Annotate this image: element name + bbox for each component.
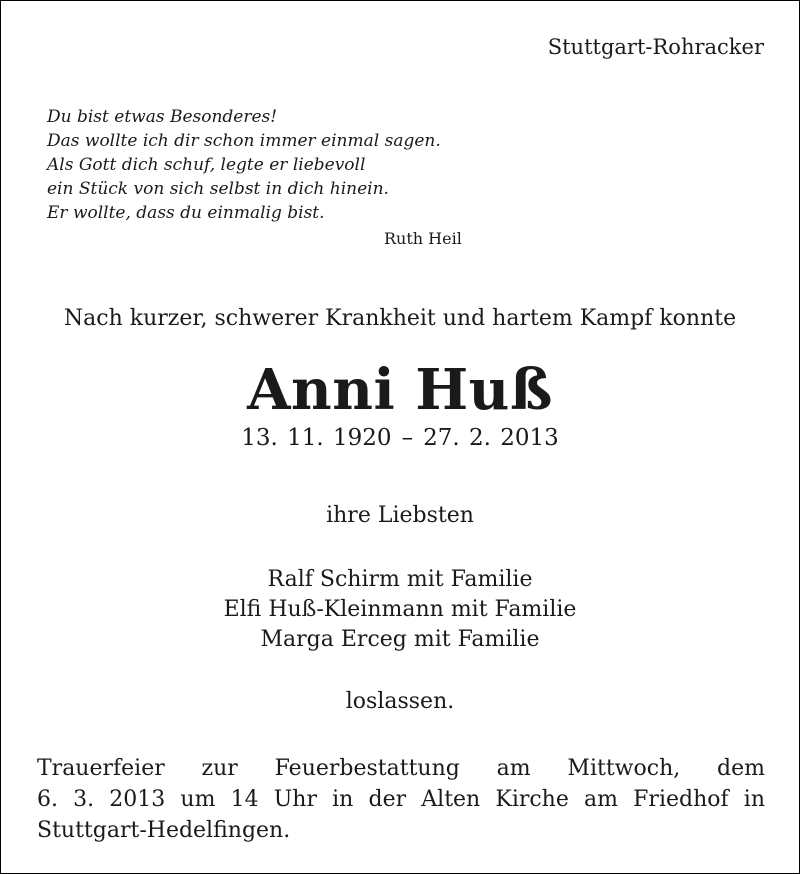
birth-date: 13. 11. 1920 <box>241 425 392 451</box>
poem-line: Du bist etwas Besonderes! <box>47 107 278 127</box>
poem-line: Das wollte ich dir schon immer einmal sagen. <box>47 131 441 151</box>
deceased-name: Anni Huß <box>247 357 553 423</box>
family-item: Elfi Huß-Kleinmann mit Familie <box>223 597 577 622</box>
poem-line: Er wollte, dass du einmalig bist. <box>47 203 325 223</box>
family-list <box>1 565 799 655</box>
life-dates <box>1 425 799 451</box>
service-line: Trauerfeier zur Feuerbestattung am Mittwoch, dem <box>37 756 765 781</box>
date-dash: – <box>401 425 414 451</box>
family-item: Ralf Schirm mit Familie <box>267 567 533 592</box>
family-item: Marga Erceg mit Familie <box>260 627 540 652</box>
intro-text: Nach kurzer, schwerer Krankheit und hartem Kampf konnte <box>63 306 737 331</box>
service-line: 6. 3. 2013 um 14 Uhr in der Alten Kirche am Friedhof in <box>37 787 765 812</box>
release-text: loslassen. <box>345 689 455 714</box>
poem-line: ein Stück von sich selbst in dich hinein. <box>47 179 389 199</box>
poem-author: Ruth Heil <box>384 229 462 248</box>
beloved-label: ihre Liebsten <box>326 503 474 528</box>
service-line: Stuttgart-Hedelfingen. <box>37 818 291 843</box>
funeral-service-info <box>37 753 765 846</box>
death-date: 27. 2. 2013 <box>423 425 559 451</box>
poem-line: Als Gott dich schuf, legte er liebevoll <box>47 155 366 175</box>
poem <box>47 105 441 225</box>
location-label: Stuttgart-Rohracker <box>547 35 764 59</box>
